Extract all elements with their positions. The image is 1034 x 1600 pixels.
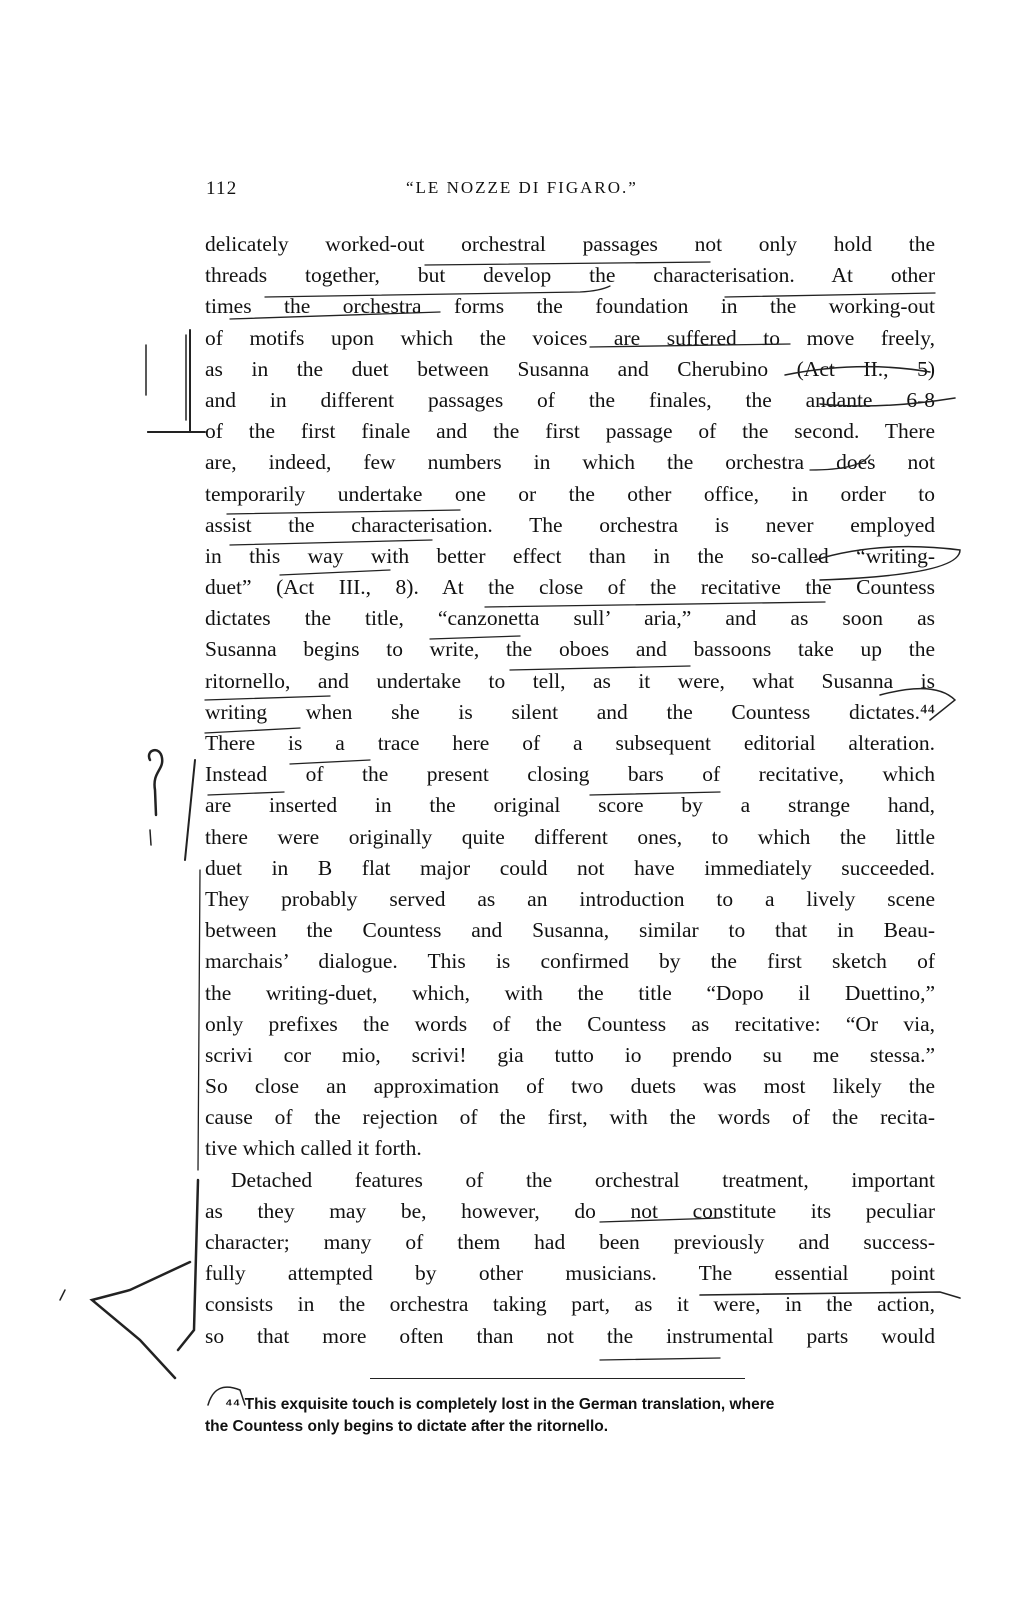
underline-mark xyxy=(590,792,720,795)
footnote-loop-mark xyxy=(208,1387,245,1405)
underline-mark xyxy=(205,696,330,700)
text-line: character; many of them had been previously and success- xyxy=(205,1230,935,1254)
text-line: consists in the orchestra taking part, as it were, in the action, xyxy=(205,1292,935,1317)
circle-mark xyxy=(785,367,930,375)
text-line: ritornello, and undertake to tell, as it were, what Susanna is xyxy=(205,668,935,693)
text-line: times the orchestra forms the foundation in the working-out xyxy=(205,294,935,319)
text-line: so that more often than not the instrumental parts would xyxy=(205,1323,935,1348)
margin-tick-mark xyxy=(60,1290,65,1300)
text-line: fully attempted by other musicians. The essential point xyxy=(205,1261,935,1286)
text-line: scrivi cor mio, scrivi! gia tutto io prendo su me stessa.” xyxy=(205,1042,935,1067)
text-line: Detached features of the orchestral treatment, important xyxy=(231,1167,935,1192)
underline-mark xyxy=(205,728,300,733)
text-line: in this way with better effect than in the so-called “writing- xyxy=(205,543,935,568)
text-line: there were originally quite different ones, to which the little xyxy=(205,824,935,849)
margin-line-mark xyxy=(150,830,151,845)
underline-mark xyxy=(600,1358,720,1360)
underline-mark xyxy=(208,792,284,795)
text-line: So close an approximation of two duets was most likely the xyxy=(205,1074,935,1099)
margin-bracket-mark xyxy=(148,330,190,432)
text-line: cause of the rejection of the first, with the words of the recita- xyxy=(205,1105,935,1130)
underline-mark xyxy=(485,602,825,607)
text-line: Instead of the present closing bars of recitative, which xyxy=(205,762,935,787)
page-number: 112 xyxy=(206,178,238,199)
margin-line-mark xyxy=(185,760,195,860)
text-line: the writing-duet, which, with the title “Dopo il Duettino,” xyxy=(205,980,935,1005)
text-line: duet” (Act III., 8). At the close of the recitative the Countess xyxy=(205,575,935,600)
text-line: and in different passages of the finales, the andante 6-8 xyxy=(205,387,935,412)
text-line: There is a trace here of a subsequent editorial alteration. xyxy=(205,731,935,755)
text-line: Susanna begins to write, the oboes and bassoons take up the xyxy=(205,637,935,662)
underline-mark xyxy=(290,760,370,764)
text-line: assist the characterisation. The orchestra is never employed xyxy=(205,512,935,537)
underline-mark xyxy=(230,540,432,545)
circle-mark xyxy=(820,398,955,406)
text-line: duet in B flat major could not have immediately succeeded. xyxy=(205,855,935,880)
underline-mark xyxy=(425,262,710,265)
text-line: as they may be, however, do not constitute its peculiar xyxy=(205,1198,935,1223)
underline-mark xyxy=(265,286,610,297)
margin-vertical-line-mark xyxy=(198,870,200,1170)
underline-mark xyxy=(725,293,935,297)
text-line: between the Countess and Susanna, similar to that in Beau- xyxy=(205,918,935,943)
underline-mark xyxy=(227,510,460,514)
text-line: of motifs upon which the voices are suffered to move freely, xyxy=(205,325,935,350)
underline-mark xyxy=(600,1218,720,1222)
text-line: They probably served as an introduction to a lively scene xyxy=(205,886,935,911)
text-line: only prefixes the words of the Countess as recitative: “Or via, xyxy=(205,1011,935,1036)
underline-mark xyxy=(280,570,390,575)
text-line: marchais’ dialogue. This is confirmed by the first sketch of xyxy=(205,949,935,974)
underline-mark xyxy=(230,312,440,319)
text-line: dictates the title, “canzonetta sull’ aria,” and as soon as xyxy=(205,606,935,631)
underline-mark xyxy=(430,636,520,639)
text-line: are inserted in the original score by a strange hand, xyxy=(205,793,935,818)
text-line: writing when she is silent and the Countess dictates.⁴⁴ xyxy=(205,699,935,724)
text-line: as in the duet between Susanna and Cherubino (Act II., 5) xyxy=(205,356,935,381)
text-line: temporarily undertake one or the other office, in order to xyxy=(205,481,935,506)
running-title: “LE NOZZE DI FIGARO.” xyxy=(406,178,638,197)
underline-mark xyxy=(700,1292,960,1298)
footnote-line: ⁴⁴ This exquisite touch is completely lost in the German translation, where xyxy=(225,1396,775,1413)
margin-arrow-mark xyxy=(92,1262,190,1378)
underline-mark xyxy=(810,455,870,470)
underline-mark xyxy=(510,666,690,670)
text-line: tive which called it forth. xyxy=(205,1136,422,1161)
text-line: threads together, but develop the characterisation. At other xyxy=(205,263,935,288)
footnote-line: the Countess only begins to dictate after the ritornello. xyxy=(205,1418,609,1435)
circle-mark xyxy=(880,689,955,720)
text-line: are, indeed, few numbers in which the orchestra does not xyxy=(205,450,935,475)
text-line: of the first finale and the first passage of the second. There xyxy=(205,419,935,444)
circle-mark xyxy=(815,547,960,580)
underline-mark xyxy=(590,344,790,347)
margin-question-mark xyxy=(149,750,162,815)
text-line: delicately worked-out orchestral passages not only hold the xyxy=(205,232,935,256)
